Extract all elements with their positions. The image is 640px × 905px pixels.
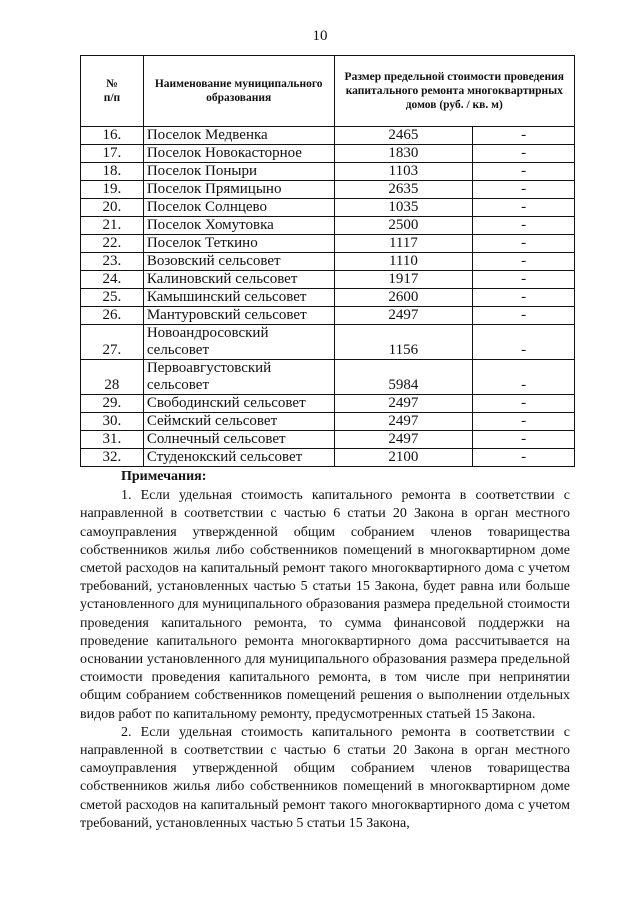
cell-name: Поселок Солнцево [143,199,334,217]
cell-extra: - [473,199,575,217]
cell-name: Сеймский сельсовет [143,413,334,431]
cell-price: 2600 [334,289,473,307]
cell-extra: - [473,431,575,449]
table-row [81,360,575,395]
cell-name: Поселок Теткино [143,235,334,253]
price-limit-table [80,55,575,467]
cell-extra: - [473,181,575,199]
cell-num: 19. [81,181,144,199]
cell-extra: - [473,253,575,271]
cell-price: 1917 [334,271,473,289]
table-row [81,127,575,145]
cell-extra: - [473,127,575,145]
cell-extra: - [473,307,575,325]
cell-num: 32. [81,449,144,467]
cell-num: 16. [81,127,144,145]
header-price: Размер предельной стоимости проведения капитального ремонта многоквартирных домов (руб. / кв. м) [334,56,574,127]
cell-num: 24. [81,271,144,289]
table-row [81,271,575,289]
cell-num: 17. [81,145,144,163]
page-number: 10 [312,28,328,44]
cell-num: 25. [81,289,144,307]
cell-extra: - [473,271,575,289]
header-num: № п/п [81,56,144,127]
cell-price: 2497 [334,395,473,413]
cell-extra: - [473,235,575,253]
cell-extra: - [473,325,575,360]
cell-price: 1830 [334,145,473,163]
cell-price: 1117 [334,235,473,253]
cell-price: 2497 [334,431,473,449]
table-row [81,413,575,431]
cell-extra: - [473,395,575,413]
table-row [81,253,575,271]
cell-price: 2100 [334,449,473,467]
cell-num: 21. [81,217,144,235]
cell-price: 2500 [334,217,473,235]
cell-price: 2497 [334,307,473,325]
cell-num: 30. [81,413,144,431]
table-row [81,307,575,325]
cell-price: 5984 [334,360,473,395]
cell-name: Поселок Медвенка [143,127,334,145]
cell-name: Первоавгустовский сельсовет [143,360,334,395]
table-row [81,431,575,449]
cell-extra: - [473,413,575,431]
cell-extra: - [473,449,575,467]
cell-num: 23. [81,253,144,271]
cell-num: 31. [81,431,144,449]
cell-num: 28 [81,360,144,395]
cell-extra: - [473,217,575,235]
cell-name: Поселок Новокасторное [143,145,334,163]
table-row [81,199,575,217]
cell-name: Свободинский сельсовет [143,395,334,413]
table-row [81,145,575,163]
cell-extra: - [473,145,575,163]
cell-name: Возовский сельсовет [143,253,334,271]
table-row [81,181,575,199]
cell-num: 18. [81,163,144,181]
cell-name: Поселок Прямицыно [143,181,334,199]
note-paragraph-1: 1. Если удельная стоимость капитального ремонта в соответствии с направленной в соответствии с частью 6 статьи 20 Закона в орган местного самоуправления утвержденной общим собранием членов товарищества собственников жилья либо собственников помещений в многоквартирном доме сметой расходов на капитальный ремонт такого многоквартирного дома с учетом требований, установленных частью 5 статьи 15 Закона, будет равна или больше установленного для муниципального образования размера предельной стоимости проведения капитального ремонта, то сумма финансовой поддержки на проведение капитального ремонта многоквартирного дома рассчитывается на основании установленного для муниципального образования размера предельной стоимости проведения капитального ремонта, в том числе при непринятии общим собранием собственников помещений решения о выполнении отдельных видов работ по капитальному ремонту, предусмотренных статьей 15 Закона. [80,488,570,722]
cell-price: 1103 [334,163,473,181]
cell-name: Мантуровский сельсовет [143,307,334,325]
cell-price: 2635 [334,181,473,199]
cell-num: 27. [81,325,144,360]
notes-title: Примечания: [121,469,207,484]
cell-name: Солнечный сельсовет [143,431,334,449]
cell-name: Камышинский сельсовет [143,289,334,307]
cell-price: 2465 [334,127,473,145]
table-row [81,449,575,467]
table-row [81,289,575,307]
cell-num: 22. [81,235,144,253]
table-row [81,163,575,181]
cell-name: Студенокский сельсовет [143,449,334,467]
cell-extra: - [473,289,575,307]
cell-num: 20. [81,199,144,217]
table-row [81,217,575,235]
table-row [81,325,575,360]
cell-price: 1156 [334,325,473,360]
cell-num: 29. [81,395,144,413]
table-row [81,235,575,253]
cell-price: 1110 [334,253,473,271]
header-name: Наименование муниципального образования [143,56,334,127]
cell-extra: - [473,360,575,395]
note-paragraph-2: 2. Если удельная стоимость капитального ремонта в соответствии с направленной в соответствии с частью 6 статьи 20 Закона в орган местного самоуправления утвержденной общим собранием членов товарищества собственников жилья либо собственников помещений в многоквартирном доме сметой расходов на капитальный ремонт такого многоквартирного дома с учетом требований, установленных частью 5 статьи 15 Закона, [80,724,570,831]
cell-num: 26. [81,307,144,325]
cell-name: Поселок Поныри [143,163,334,181]
cell-price: 1035 [334,199,473,217]
cell-price: 2497 [334,413,473,431]
table-header-row [81,56,575,127]
cell-name: Калиновский сельсовет [143,271,334,289]
table-row [81,395,575,413]
cell-name: Новоандросовский сельсовет [143,325,334,360]
cell-extra: - [473,163,575,181]
cell-name: Поселок Хомутовка [143,217,334,235]
notes-section [80,468,570,833]
table-body [81,127,575,467]
